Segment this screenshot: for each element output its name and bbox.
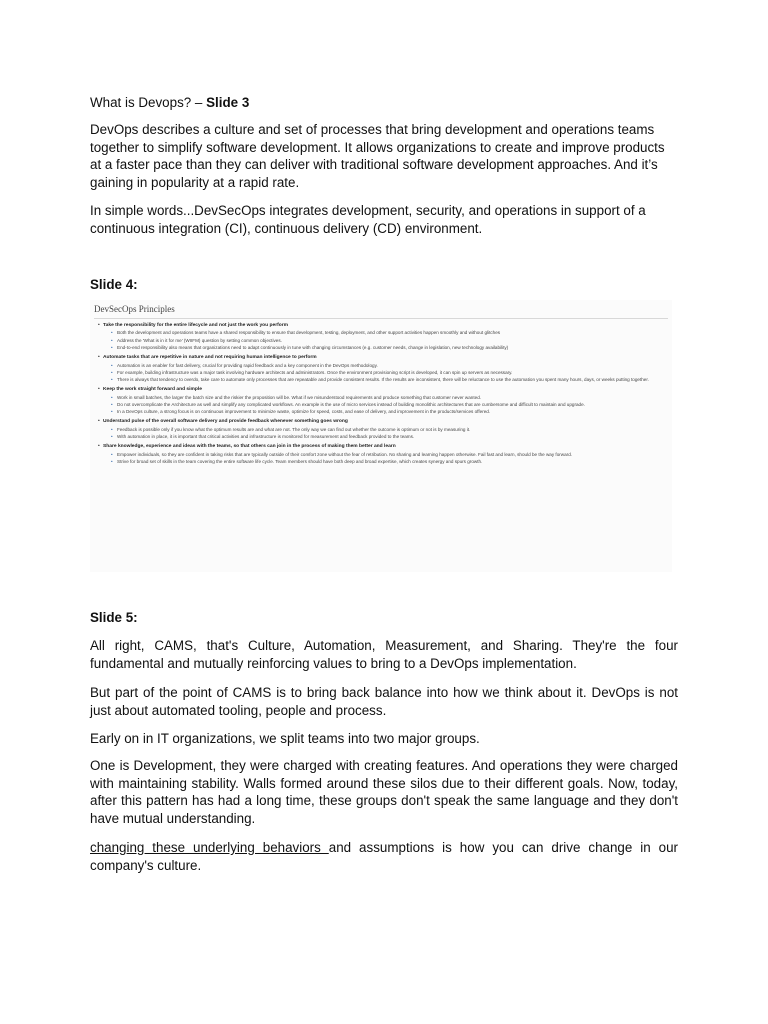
- behaviors-paragraph: [90, 839, 678, 874]
- principle-item: • With automation in place, it is important that critical activities and infrastructure is monitored for measurement and feedback provided to the teams.: [90, 433, 672, 440]
- principle-item: • Work in small batches, the larger the batch size and the riskier the proposition will be. What if we misunderstood requirements and produce something that customer never wanted.: [90, 394, 672, 401]
- principle-item: • In a DevOps culture, a strong focus is on continuous improvement to minimize waste, optimize for speed, costs, and ease of delivery, and improvement in the products/services offered.: [90, 408, 672, 415]
- slide3-heading: [90, 94, 249, 112]
- principle-item: • Do not overcomplicate the Architecture as well and simplify any complicated workflows. An example is the use of micro services instead of building monolithic architectures that are cumbersome and difficult to maintain and upgrade.: [90, 401, 672, 408]
- principle-item: • Both the development and operations teams have a shared responsibility to ensure that development, testing, deployment, and other support activities happen smoothly and without glitches: [90, 329, 672, 336]
- heading-text: What is Devops? –: [90, 95, 207, 110]
- principle-item: • Strive for broad set of skills in the team covering the entire software life cycle. Team members should have both deep and broad expertise, which creates synergy and spurs growth.: [90, 458, 672, 465]
- section-gap: [90, 465, 672, 468]
- principle-heading: • Understand pulse of the overall software delivery and provide feedback whenever something goes wrong: [90, 418, 672, 425]
- principles-list: [90, 322, 672, 468]
- figure-title: DevSecOps Principles: [94, 304, 175, 314]
- principle-item: • Feedback is possible only if you know what the optimum results are and what are not. The only way we can find out whether the outcome is optimum or not is by measuring it.: [90, 426, 672, 433]
- cams-paragraph: All right, CAMS, that's Culture, Automation, Measurement, and Sharing. They're the four fundamental and mutually reinforcing values to bring to a DevOps implementation.: [90, 638, 678, 671]
- slide5-heading: Slide 5:: [90, 610, 138, 625]
- principle-item: • Empower individuals, so they are confident in taking risks that are typically outside of their comfort zone without the fear of retribution. No sharing and learning happen otherwise. Fail fast and learn, should be the way forward.: [90, 451, 672, 458]
- principle-heading: • Keep the work straight forward and simple: [90, 386, 672, 393]
- silos-paragraph: One is Development, they were charged with creating features. And operations they were charged with maintaining stability. Walls formed around these silos due to their different goals. Now, today, after this pattern has had a long time, these groups don't speak the same language and they don't have mutual understanding.: [90, 758, 678, 826]
- principle-item: • End-to-end responsibility also means that organizations need to adapt continuously in tune with changing circumstances (e.g. customer needs, change in legislation, new technology availability): [90, 344, 672, 351]
- devops-description: DevOps describes a culture and set of processes that bring development and operations teams together to simplify software development. It allows organizations to create and improve products at a faster pace than they can deliver with traditional software development approaches. And it’s gaining in popularity at a rapid rate.: [90, 122, 665, 190]
- principle-heading: • Automate tasks that are repetitive in nature and not requiring human intelligence to perform: [90, 354, 672, 361]
- principle-item: • Automation is an enabler for fast delivery, crucial for providing rapid feedback and a key component in the DevOps methodology.: [90, 362, 672, 369]
- principle-item: • There is always that tendency to overdo, take care to automate only processes that are repeatable and provide consistent results. If the results are inconsistent, there will be reluctance to use the automation you spent many hours, days, or weeks putting together.: [90, 376, 672, 383]
- principle-item: • Address the 'What is in it for me' (WIIFM) question by setting common objectives.: [90, 337, 672, 344]
- principle-item: • For example, building infrastructure was a major task involving hardware architects and administrators. Once the environment provisioning script is developed, it can spin up servers as necessary.: [90, 369, 672, 376]
- underlined-phrase: changing these underlying behaviors: [90, 840, 329, 855]
- balance-paragraph: But part of the point of CAMS is to bring back balance into how we think about it. DevOps is not just about automated tooling, people and process.: [90, 685, 678, 718]
- slide4-heading: Slide 4:: [90, 277, 138, 292]
- principle-heading: • Share knowledge, experience and ideas with the teams, so that others can join in the process of making them better and learn: [90, 443, 672, 450]
- behaviors-rest: and assumptions is how you can drive change in our company's culture.: [90, 840, 678, 873]
- principle-heading: • Take the responsibility for the entire lifecycle and not just the work you perform: [90, 322, 672, 329]
- devsecops-summary: In simple words...DevSecOps integrates development, security, and operations in support of a continuous integration (CI), continuous delivery (CD) environment.: [90, 203, 646, 236]
- figure-divider: [94, 318, 668, 319]
- teams-split-paragraph: Early on in IT organizations, we split teams into two major groups.: [90, 731, 480, 746]
- heading-bold: Slide 3: [206, 95, 250, 110]
- devsecops-principles-figure: [90, 300, 672, 572]
